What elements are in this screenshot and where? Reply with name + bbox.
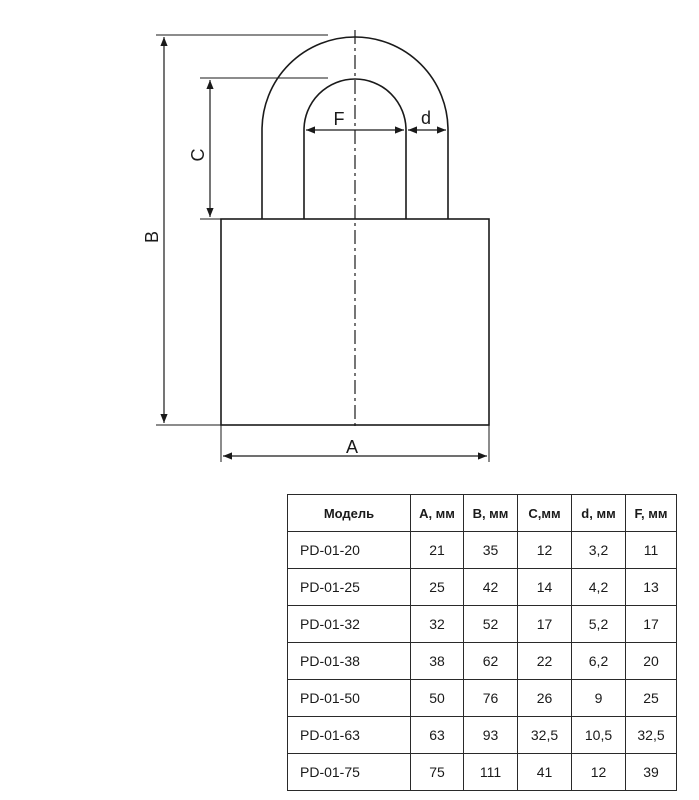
cell-c: 14 bbox=[518, 569, 572, 606]
table-row bbox=[288, 717, 677, 754]
cell-b: 52 bbox=[464, 606, 518, 643]
table-row bbox=[288, 754, 677, 791]
cell-f: 20 bbox=[626, 643, 677, 680]
table-row bbox=[288, 532, 677, 569]
cell-d: 6,2 bbox=[572, 643, 626, 680]
cell-b: 111 bbox=[464, 754, 518, 791]
header-d: d, мм bbox=[572, 495, 626, 532]
cell-d: 10,5 bbox=[572, 717, 626, 754]
cell-c: 17 bbox=[518, 606, 572, 643]
cell-model: PD-01-50 bbox=[288, 680, 411, 717]
cell-c: 32,5 bbox=[518, 717, 572, 754]
cell-d: 12 bbox=[572, 754, 626, 791]
cell-d: 4,2 bbox=[572, 569, 626, 606]
cell-f: 39 bbox=[626, 754, 677, 791]
cell-model: PD-01-38 bbox=[288, 643, 411, 680]
cell-c: 26 bbox=[518, 680, 572, 717]
header-c: C,мм bbox=[518, 495, 572, 532]
table-row bbox=[288, 643, 677, 680]
cell-a: 38 bbox=[411, 643, 464, 680]
cell-c: 12 bbox=[518, 532, 572, 569]
cell-f: 13 bbox=[626, 569, 677, 606]
table-row bbox=[288, 680, 677, 717]
cell-b: 93 bbox=[464, 717, 518, 754]
dimension-f-label: F bbox=[333, 109, 345, 129]
cell-b: 76 bbox=[464, 680, 518, 717]
dimension-a-label: A bbox=[345, 437, 359, 457]
dimension-c-label: C bbox=[188, 148, 208, 162]
cell-c: 41 bbox=[518, 754, 572, 791]
cell-b: 42 bbox=[464, 569, 518, 606]
cell-a: 75 bbox=[411, 754, 464, 791]
cell-a: 63 bbox=[411, 717, 464, 754]
cell-a: 25 bbox=[411, 569, 464, 606]
cell-b: 35 bbox=[464, 532, 518, 569]
cell-f: 32,5 bbox=[626, 717, 677, 754]
cell-d: 5,2 bbox=[572, 606, 626, 643]
cell-a: 21 bbox=[411, 532, 464, 569]
dimension-d-label: d bbox=[420, 108, 432, 128]
cell-model: PD-01-75 bbox=[288, 754, 411, 791]
table-row bbox=[288, 569, 677, 606]
dimension-b-label: B bbox=[142, 230, 162, 244]
cell-model: PD-01-63 bbox=[288, 717, 411, 754]
cell-a: 50 bbox=[411, 680, 464, 717]
cell-f: 17 bbox=[626, 606, 677, 643]
dimensions-table bbox=[287, 494, 677, 791]
cell-model: PD-01-20 bbox=[288, 532, 411, 569]
cell-d: 9 bbox=[572, 680, 626, 717]
cell-b: 62 bbox=[464, 643, 518, 680]
cell-a: 32 bbox=[411, 606, 464, 643]
table-header-row bbox=[288, 495, 677, 532]
cell-model: PD-01-32 bbox=[288, 606, 411, 643]
cell-model: PD-01-25 bbox=[288, 569, 411, 606]
cell-c: 22 bbox=[518, 643, 572, 680]
header-a: A, мм bbox=[411, 495, 464, 532]
cell-f: 25 bbox=[626, 680, 677, 717]
header-f: F, мм bbox=[626, 495, 677, 532]
cell-f: 11 bbox=[626, 532, 677, 569]
header-model: Модель bbox=[288, 495, 411, 532]
table-row bbox=[288, 606, 677, 643]
cell-d: 3,2 bbox=[572, 532, 626, 569]
header-b: B, мм bbox=[464, 495, 518, 532]
